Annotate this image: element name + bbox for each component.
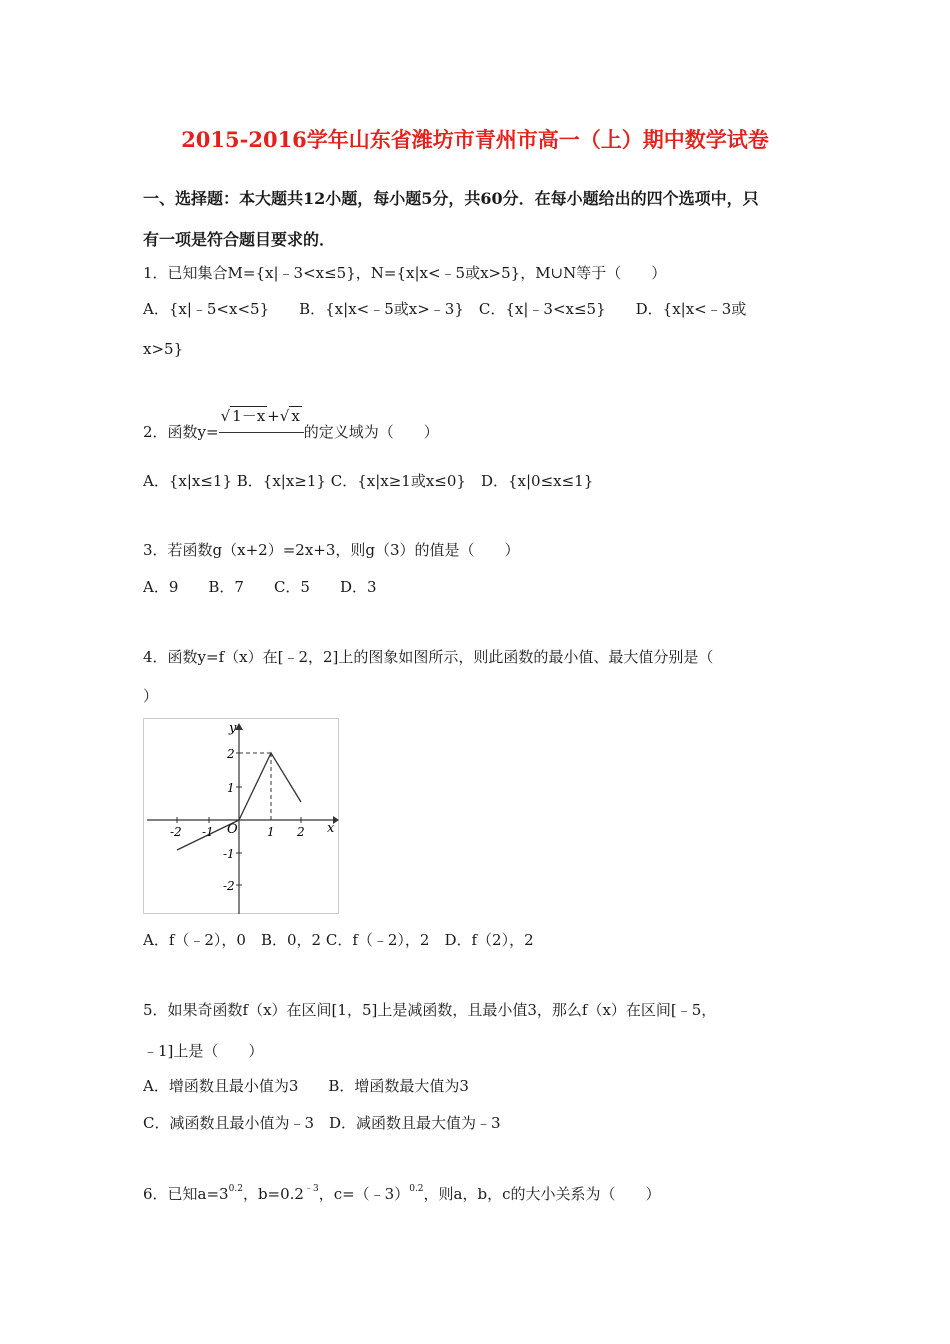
question-6-stem <box>143 1181 661 1204</box>
formula-fraction <box>219 405 304 433</box>
q6-part: 6．已知a=3 <box>143 1185 229 1203</box>
x-tick-label: 2 <box>297 825 305 839</box>
x-axis-label: x <box>327 821 335 836</box>
y-axis-label: y <box>229 721 237 736</box>
x-tick-label: -2 <box>170 825 182 839</box>
question-5-stem: 5．如果奇函数f（x）在区间[1，5]上是减函数，且最小值3，那么f（x）在区间[﹣5， <box>143 1001 717 1019</box>
y-tick-label: -2 <box>223 879 235 893</box>
plus-sign: + <box>267 407 280 425</box>
radicand-1: 1－x <box>232 407 266 425</box>
question-1-options-cont: x>5} <box>143 340 184 358</box>
function-graph <box>143 718 339 914</box>
question-2-stem <box>143 405 439 441</box>
q6-part: ，b=0.2 <box>242 1185 304 1203</box>
question-4-stem: 4．函数y=f（x）在[﹣2，2]上的图象如图所示，则此函数的最小值、最大值分别是（ <box>143 648 714 666</box>
section-heading-line1: 一、选择题：本大题共12小题，每小题5分，共60分．在每小题给出的四个选项中，只 <box>143 189 759 208</box>
question-1-stem: 1．已知集合M={x|﹣3<x≤5}，N={x|x<﹣5或x>5}，M∪N等于（ ） <box>143 264 667 282</box>
question-2-prefix: 2．函数y= <box>143 423 219 441</box>
question-3-stem: 3．若函数g（x+2）=2x+3，则g（3）的值是（ ） <box>143 541 520 559</box>
radicand-2: x <box>291 407 300 425</box>
y-tick-label: 2 <box>227 747 235 761</box>
x-tick-label: -1 <box>202 825 214 839</box>
question-2-options: A．{x|x≤1} B．{x|x≥1} C．{x|x≥1或x≤0} D．{x|0≤x≤1} <box>143 472 594 490</box>
sqrt-symbol-icon: √ <box>279 407 290 425</box>
question-3-options: A．9 B．7 C．5 D．3 <box>143 578 377 596</box>
question-5-options-cd: C．减函数且最小值为﹣3 D．减函数且最大值为﹣3 <box>143 1114 501 1132</box>
question-1-options: A．{x|﹣5<x<5} B．{x|x<﹣5或x>﹣3} C．{x|﹣3<x≤5} D．{x|x<﹣3或 <box>143 300 747 318</box>
question-4-stem-cont: ） <box>143 687 159 705</box>
exponent: 0.2 <box>228 1184 243 1194</box>
question-2-suffix: 的定义域为（ ） <box>303 423 439 441</box>
exponent: ﹣3 <box>303 1184 319 1194</box>
exponent: 0.2 <box>409 1184 424 1194</box>
q6-part: ，c=（﹣3） <box>318 1185 410 1203</box>
y-tick-label: 1 <box>227 781 235 795</box>
page-title: 2015-2016学年山东省潍坊市青州市高一（上）期中数学试卷 <box>181 127 769 152</box>
question-5-stem-cont: ﹣1]上是（ ） <box>143 1042 264 1060</box>
origin-label: O <box>227 822 238 837</box>
question-4-options: A．f（﹣2），0 B．0，2 C．f（﹣2），2 D．f（2），2 <box>143 931 534 949</box>
y-tick-label: -1 <box>223 847 235 861</box>
q6-part: ，则a，b，c的大小关系为（ ） <box>423 1185 661 1203</box>
question-5-options-ab: A．增函数且最小值为3 B．增函数最大值为3 <box>143 1077 469 1095</box>
section-heading-line2: 有一项是符合题目要求的． <box>143 230 336 249</box>
x-tick-label: 1 <box>267 825 275 839</box>
sqrt-symbol-icon: √ <box>220 407 231 425</box>
